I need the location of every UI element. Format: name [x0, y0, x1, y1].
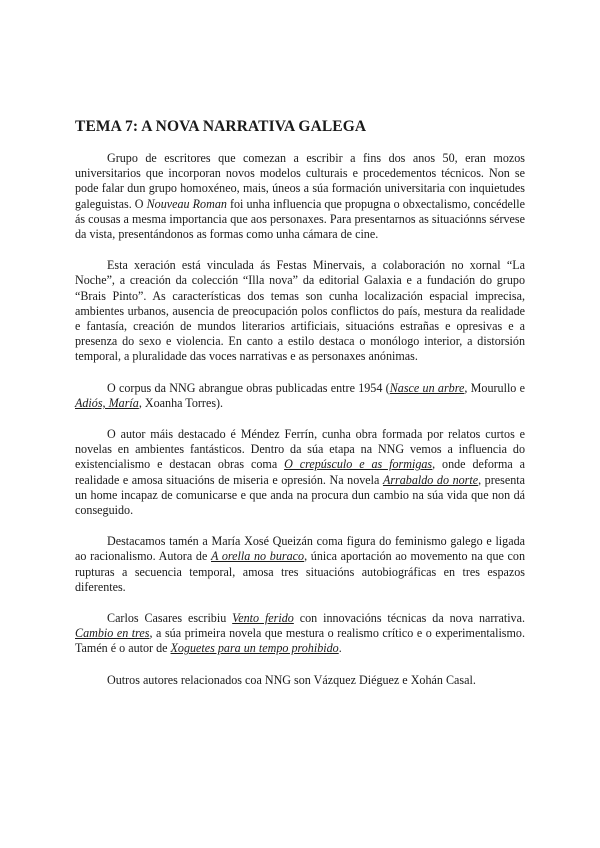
paragraph	[75, 611, 525, 657]
text-run: , onde deforma a realidade e amosa situacións de miseria e opresión. Na novela	[75, 457, 525, 487]
text-run: , Mourullo e	[464, 380, 525, 395]
document-body	[75, 151, 525, 688]
document-title: TEMA 7: A NOVA NARRATIVA GALEGA	[75, 118, 367, 135]
paragraph	[75, 381, 525, 411]
text-run: Outros autores relacionados coa NNG son Vázquez Diéguez e Xohán Casal.	[107, 672, 476, 687]
text-run: O autor máis destacado é Méndez Ferrín, cunha obra formada por relatos curtos e novelas en ambientes fantásticos. Dentro da súa etapa na NNG vemos a influencia do existencialismo e destacan obras coma	[75, 427, 525, 472]
text-run: foi unha influencia que propugna o obxectalismo, concédelle ás cousas a mesma importancia que aos personaxes. Para presentarnos as situaciónns sérvese da vista, presentándonos as formas como unha cámara de cine.	[75, 196, 526, 242]
text-run: Carlos Casares escribiu	[107, 611, 233, 626]
emphasized-text: Nouveau Roman	[146, 196, 227, 211]
text-run: Grupo de escritores que comezan a escribir a fins dos anos 50, eran mozos universitarios que incorporan novos modelos culturais e procedementos técnicos. Non se pode falar dun grupo homoxéneo, mais, úneos a súa formación universitaria con inquietudes galeguistas. O	[75, 151, 525, 211]
work-title: A orella no buraco	[211, 549, 305, 564]
document-page	[75, 118, 525, 704]
text-run: Esta xeración está vinculada ás Festas Minervais, a colaboración no xornal “La Noche”, a creación da colección “Illa nova” da editorial Galaxia e a fundación do grupo “Brais Pinto”. As características dos temas son cunha localización espacial imprecisa, ambientes urbanos, ausencia de preocupación polos conflictos do país, mestura da realidade e fantasía, creación de mundos literarios artificiais, situacións estrañas e opresivas e a presenza do sexo e violencia. En canto a estilo destaca o monólogo interior, a distorsión temporal, a pluralidade das voces narrativas e as personaxes anónimas.	[75, 258, 525, 364]
paragraph	[75, 534, 525, 595]
paragraph	[75, 258, 525, 364]
work-title: Arrabaldo do norte	[382, 472, 479, 487]
paragraph	[75, 673, 525, 688]
paragraph	[75, 151, 525, 242]
text-run: , a súa primeira novela que mestura o realismo crítico e o experimentalismo. Tamén é o autor de	[75, 626, 525, 656]
text-run: , presenta un home incapaz de comunicarse e que anda na procura dun cambio na súa vida que non dá conseguido.	[75, 472, 525, 518]
text-run: O corpus da NNG abrangue obras publicadas entre 1954 (	[107, 380, 390, 395]
work-title: Nasce un arbre	[389, 380, 465, 395]
text-run: .	[338, 641, 342, 656]
text-run: Destacamos tamén a María Xosé Queizán coma figura do feminismo galego e ligada ao racionalismo. Autora de	[75, 534, 525, 564]
text-run: , única aportación ao movemento na que con rupturas a secuencia temporal, amosa tres situacións autobiográficas en tres espazos diferentes.	[75, 549, 526, 594]
work-title: Vento ferido	[232, 611, 294, 626]
text-run: con innovacións técnicas da nova narrativa.	[293, 611, 525, 626]
paragraph	[75, 427, 525, 518]
work-title: Xoguetes para un tempo prohibido	[170, 641, 339, 656]
work-title: Adiós, María	[75, 395, 139, 410]
work-title: O crepúsculo e as formigas	[284, 457, 433, 472]
text-run: , Xoanha Torres).	[138, 395, 224, 410]
work-title: Cambio en tres	[75, 626, 150, 641]
